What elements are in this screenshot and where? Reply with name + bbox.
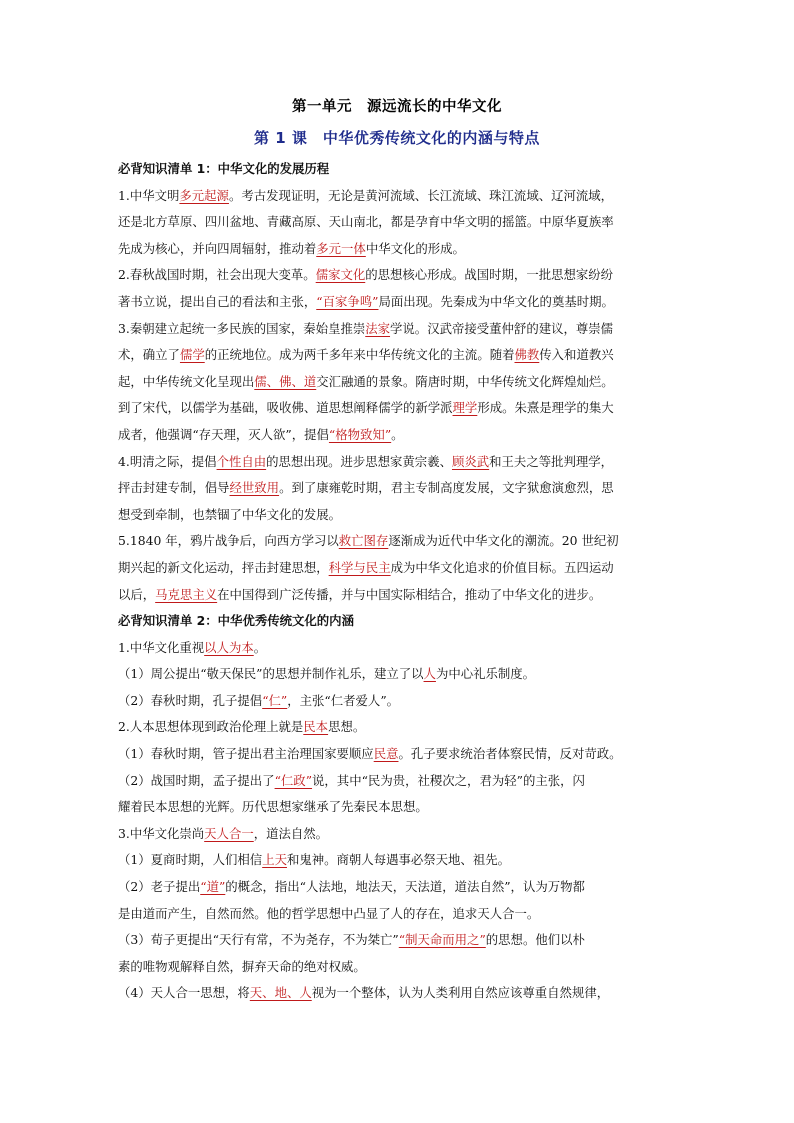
paragraph-line: 耀着民本思想的光辉。历代思想家继承了先秦民本思想。 (118, 799, 428, 815)
paragraph-line: 起，中华传统文化呈现出儒、佛、道交汇融通的景象。隋唐时期，中华传统文化辉煌灿烂。 (118, 373, 614, 389)
paragraph-line: 是由道而产生，自然而然。他的哲学思想中凸显了人的存在，追求天人合一。 (118, 905, 540, 921)
paragraph-line: （2）春秋时期，孔子提倡“仁”，主张“仁者爱人”。 (118, 692, 400, 708)
keyword: 天、地、人 (249, 985, 312, 1001)
keyword: 经世致用 (229, 480, 280, 496)
keyword: “制天命而用之” (398, 932, 486, 948)
keyword: 民意 (373, 746, 399, 762)
paragraph-line: （1）夏商时期，人们相信上天和鬼神。商朝人每遇事必祭天地、祖先。 (118, 852, 510, 868)
keyword: 多元一体 (316, 240, 366, 256)
keyword: 理学 (452, 400, 478, 416)
keyword: 儒学 (179, 347, 205, 363)
paragraph-line: 期兴起的新文化运动，抨击封建思想，科学与民主成为中华文化追求的价值目标。五四运动 (118, 559, 614, 575)
paragraph-line: 术，确立了儒学的正统地位。成为两千多年来中华传统文化的主流。随着佛教传入和道教兴 (118, 347, 614, 363)
paragraph-line: （2）老子提出“道”的概念，指出“人法地，地法天，天法道，道法自然”，认为万物都 (118, 879, 585, 895)
keyword: 个性自由 (216, 453, 267, 469)
keyword: 顾炎武 (451, 453, 490, 469)
lesson-title: 第 1 课 中华优秀传统文化的内涵与特点 (254, 129, 540, 147)
paragraph-line: 1.中华文化重视以人为本。 (118, 639, 267, 655)
keyword: 民本 (303, 719, 329, 735)
paragraph-line: 到了宋代，以儒学为基础，吸收佛、道思想阐释儒学的新学派理学形成。朱熹是理学的集大 (118, 400, 614, 416)
paragraph-line: 素的唯物观解释自然，摒弃天命的绝对权威。 (118, 958, 366, 974)
keyword: 儒家文化 (315, 267, 366, 283)
paragraph-line: 先成为核心，并向四周辐射，推动着多元一体中华文化的形成。 (118, 240, 465, 256)
keyword: 天人合一 (204, 825, 254, 841)
section-heading-1: 必背知识清单 1：中华文化的发展历程 (118, 161, 330, 176)
paragraph-line: 4.明清之际，提倡个性自由的思想出现。进步思想家黄宗羲、顾炎武和王夫之等批判理学， (118, 453, 614, 469)
paragraph-line: 还是北方草原、四川盆地、青藏高原、天山南北，都是孕育中华文明的摇篮。中原华夏族率 (118, 214, 614, 230)
paragraph-line: （1）春秋时期，管子提出君主治理国家要顺应民意。孔子要求统治者体察民情，反对苛政。 (118, 746, 622, 762)
keyword: 法家 (365, 320, 391, 336)
paragraph-line: 2.春秋战国时期，社会出现大变革。儒家文化的思想核心形成。战国时期，一批思想家纷纷 (118, 267, 614, 283)
keyword: 人 (423, 666, 436, 682)
paragraph-line: 5.1840 年，鸦片战争后，向西方学习以救亡图存逐渐成为近代中华文化的潮流。20 世纪初 (118, 533, 619, 549)
document-body (118, 156, 688, 1007)
paragraph-line: 3.秦朝建立起统一多民族的国家，秦始皇推崇法家学说。汉武帝接受董仲舒的建议，尊崇儒 (118, 320, 614, 336)
keyword: 佛教 (514, 347, 540, 363)
keyword: “仁政” (274, 772, 313, 788)
keyword: 救亡图存 (338, 533, 389, 549)
paragraph-line: 抨击封建专制，倡导经世致用。到了康雍乾时期，君主专制高度发展，文字狱愈演愈烈，思 (118, 480, 614, 496)
keyword: “道” (200, 879, 226, 895)
paragraph-line: 想受到牵制，也禁锢了中华文化的发展。 (118, 506, 342, 522)
paragraph-line: （1）周公提出“敬天保民”的思想并制作礼乐，建立了以人为中心礼乐制度。 (118, 666, 536, 682)
keyword: 上天 (262, 852, 287, 868)
keyword: “百家争鸣” (316, 293, 379, 309)
keyword: 儒、佛、道 (254, 373, 317, 389)
paragraph-line: （4）天人合一思想，将天、地、人视为一个整体，认为人类利用自然应该尊重自然规律， (118, 985, 610, 1001)
paragraph-line: （3）荀子更提出“天行有常，不为尧存，不为桀亡”“制天命而用之”的思想。他们以朴 (118, 932, 585, 948)
keyword: 以人为本 (204, 639, 254, 655)
unit-title: 第一单元 源远流长的中华文化 (292, 99, 502, 115)
paragraph-line: 1.中华文明多元起源。考古发现证明，无论是黄河流域、长江流域、珠江流域、辽河流域， (118, 187, 614, 203)
paragraph-line: 以后，马克思主义在中国得到广泛传播，并与中国实际相结合，推动了中华文化的进步。 (118, 586, 602, 602)
paragraph-line: 2.人本思想体现到政治伦理上就是民本思想。 (118, 719, 366, 735)
keyword: 科学与民主 (328, 559, 391, 575)
keyword: “格物致知” (328, 426, 392, 442)
keyword: 马克思主义 (155, 586, 218, 602)
keyword: “仁” (262, 692, 288, 708)
paragraph-line: （2）战国时期，孟子提出了“仁政”说，其中“民为贵，社稷次之，君为轻”的主张，闪 (118, 772, 585, 788)
paragraph-line: 成者，他强调“存天理，灭人欲”，提倡“格物致知”。 (118, 426, 404, 442)
keyword: 多元起源 (179, 187, 229, 203)
section-heading-2: 必背知识清单 2：中华优秀传统文化的内涵 (118, 613, 354, 629)
paragraph-line: 3.中华文化崇尚天人合一，道法自然。 (118, 825, 329, 841)
paragraph-line: 著书立说，提出自己的看法和主张，“百家争鸣”局面出现。先秦成为中华文化的奠基时期。 (118, 293, 614, 309)
